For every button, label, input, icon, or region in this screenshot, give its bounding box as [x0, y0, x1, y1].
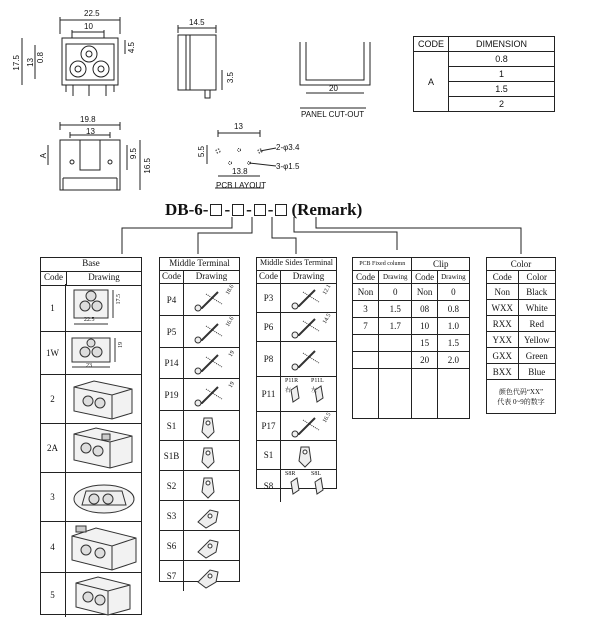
pcb-fixed-cell: 1.5: [379, 301, 412, 318]
table-row: [160, 348, 239, 379]
terminal-drawing: [184, 531, 239, 560]
code-cell-a: A: [414, 52, 449, 112]
base-dim-height: 17.5: [116, 294, 122, 305]
table-row: [487, 332, 556, 348]
terminal-code: P5: [160, 316, 184, 347]
table-row: [40, 522, 142, 573]
table-row: [160, 316, 239, 348]
clip-code-header: Code: [412, 271, 437, 284]
color-code-cell: WXX: [487, 300, 519, 316]
terminal-code: P14: [160, 348, 184, 378]
pcb-layout-label: PCB LAYOUT: [216, 181, 267, 190]
base-drawing: [66, 573, 141, 616]
table-row: [353, 301, 470, 318]
base-row-code: 4: [40, 522, 66, 572]
color-table: [486, 257, 556, 414]
dim-front-height: 17.5: [12, 55, 21, 71]
color-code-cell: Non: [487, 284, 519, 300]
clip-cell: 20: [412, 352, 437, 369]
terminal-sub-label: P11R: [285, 378, 299, 384]
dim-pcb-h55: 5.5: [197, 146, 206, 158]
table-row: [160, 379, 239, 411]
terminal-code: S1: [257, 441, 281, 469]
part-number-prefix: DB-6-: [165, 200, 209, 219]
mt-code-header: Code: [160, 271, 184, 283]
part-number-suffix: (Remark): [291, 200, 363, 219]
table-row: [487, 300, 556, 316]
table-row: [40, 573, 142, 617]
base-dim-width: 23: [86, 363, 92, 369]
dim-pcb-w138: 13.8: [232, 167, 248, 176]
terminal-sub-label: S8L: [311, 471, 322, 477]
base-row-code: 1W: [40, 332, 66, 374]
dim-top-w198: 19.8: [80, 115, 96, 124]
terminal-code: P4: [160, 284, 184, 315]
dim-top-w13: 13: [86, 127, 95, 136]
table-row: [257, 441, 336, 470]
dim-side-h35: 3.5: [226, 72, 235, 84]
color-note-line-2: 代表 0~9的数字: [497, 397, 545, 406]
dimension-header: DIMENSION: [449, 37, 555, 52]
clip-cell: 1.5: [437, 335, 469, 352]
terminal-code: P11: [257, 377, 281, 411]
terminal-sub-label: S8R: [285, 471, 296, 477]
base-dim-width: 22.5: [84, 317, 95, 323]
terminal-drawing: [281, 412, 336, 440]
clip-cell: 0: [437, 284, 469, 301]
terminal-drawing: [184, 379, 239, 410]
terminal-drawing: [281, 470, 336, 502]
base-row-code: 3: [40, 473, 66, 521]
terminal-sub-label: 左: [311, 388, 318, 394]
pcb-code-header: Code: [353, 271, 379, 284]
color-code-cell: BXX: [487, 364, 519, 380]
terminal-drawing: [184, 501, 239, 530]
table-row: [160, 531, 239, 561]
code-header: CODE: [414, 37, 449, 52]
clip-cell: Non: [412, 284, 437, 301]
base-row-code: 2A: [40, 424, 66, 472]
pcb-fixed-cell: [379, 335, 412, 352]
base-drawing: [66, 424, 141, 471]
color-code-cell: RXX: [487, 316, 519, 332]
mst-drawing-header: Drawing: [292, 271, 325, 281]
table-row: [160, 411, 239, 441]
table-row: [353, 318, 470, 335]
clip-cell: 1.0: [437, 318, 469, 335]
terminal-dim: 16.6: [224, 315, 235, 329]
dimension-value: 1.5: [449, 82, 555, 97]
terminal-dim: 16.5: [321, 411, 332, 425]
middle-terminal-title: Middle Terminal: [160, 258, 239, 271]
color-name-cell: Blue: [518, 364, 555, 380]
table-row: [353, 352, 470, 369]
clip-drawing-header: Drawing: [437, 271, 469, 284]
base-drawing: [66, 473, 141, 520]
dim-front-h45: 4.5: [127, 42, 136, 54]
table-row: [487, 348, 556, 364]
table-row: [160, 471, 239, 501]
pcb-fixed-cell: 0: [379, 284, 412, 301]
clip-cell: 2.0: [437, 352, 469, 369]
terminal-dim: 19: [227, 380, 237, 390]
pcb-fixed-cell: [379, 352, 412, 369]
terminal-drawing: [281, 441, 336, 469]
terminal-code: S6: [160, 531, 184, 560]
base-code-header: Code: [41, 272, 67, 285]
dim-front-h13: 13: [26, 58, 35, 67]
part-number-sep: -: [267, 200, 274, 219]
color-code-cell: GXX: [487, 348, 519, 364]
terminal-drawing: [281, 313, 336, 341]
table-row: [487, 316, 556, 332]
pcb-fixed-title: PCB Fixed column: [353, 258, 412, 271]
terminal-dim: 18.6: [224, 283, 235, 297]
middle-terminal-section: [159, 257, 240, 582]
pcb-clip-table: [352, 257, 470, 419]
terminal-code: P6: [257, 313, 281, 341]
part-number-sep: -: [224, 200, 231, 219]
color-name-cell: White: [518, 300, 555, 316]
base-drawing-header: Drawing: [88, 272, 120, 282]
table-row: [160, 501, 239, 531]
terminal-drawing: [184, 471, 239, 500]
table-row: [353, 335, 470, 352]
terminal-drawing: [184, 316, 239, 347]
pcb-fixed-cell: 1.7: [379, 318, 412, 335]
color-name-cell: Green: [518, 348, 555, 364]
terminal-code: P17: [257, 412, 281, 440]
clip-title: Clip: [412, 258, 470, 271]
dim-side-width: 14.5: [189, 18, 205, 27]
terminal-sub-label: P11L: [311, 378, 324, 384]
base-drawing: [66, 522, 141, 571]
base-dim-height: 19: [118, 342, 124, 348]
base-drawing: [66, 332, 142, 374]
terminal-code: S1: [160, 411, 184, 440]
table-row: [257, 313, 336, 342]
terminal-code: P8: [257, 342, 281, 376]
terminal-code: S1B: [160, 441, 184, 470]
pcb-hole-large: 2-φ3.4: [276, 143, 300, 152]
terminal-drawing: [281, 342, 336, 376]
pcb-drawing-header: Drawing: [379, 271, 412, 284]
terminal-code: S3: [160, 501, 184, 530]
color-name-cell: Red: [518, 316, 555, 332]
table-row: [40, 375, 142, 424]
color-code-cell: YXX: [487, 332, 519, 348]
pcb-fixed-cell: 3: [353, 301, 379, 318]
table-row: [160, 441, 239, 471]
clip-cell: 08: [412, 301, 437, 318]
terminal-dim: 12.1: [321, 283, 332, 297]
clip-cell: 15: [412, 335, 437, 352]
dim-top-h165: 16.5: [143, 158, 152, 174]
dim-top-h95: 9.5: [129, 148, 138, 160]
dim-front-outer-width: 22.5: [84, 9, 100, 18]
base-rows: [40, 284, 142, 617]
terminal-code: S7: [160, 561, 184, 591]
base-drawing: [66, 375, 141, 422]
color-name-cell: Yellow: [518, 332, 555, 348]
color-note-line-1: 颜色代码“XX”: [498, 387, 544, 396]
terminal-code: P19: [160, 379, 184, 410]
terminal-dim: 19: [227, 349, 237, 359]
base-row-code: 2: [40, 375, 66, 423]
dim-front-inner-width: 10: [84, 22, 93, 31]
terminal-drawing: [281, 284, 336, 312]
mst-title: Middle Sides Terminal: [257, 258, 336, 271]
pcb-fixed-cell: Non: [353, 284, 379, 301]
table-row: [257, 284, 336, 313]
panel-cutout-label: PANEL CUT-OUT: [301, 110, 365, 119]
table-row: [257, 342, 336, 377]
terminal-drawing: [281, 377, 336, 411]
table-row: [40, 424, 142, 473]
terminal-sub-label: 右: [285, 388, 292, 394]
base-row-code: 5: [40, 573, 66, 617]
dimension-value: 0.8: [449, 52, 555, 67]
dimension-value: 2: [449, 97, 555, 112]
dim-cutout-width: 20: [329, 84, 338, 93]
terminal-dim: 14.5: [321, 312, 332, 326]
terminal-drawing: [184, 561, 239, 591]
clip-cell: 10: [412, 318, 437, 335]
table-row: [40, 473, 142, 522]
mt-drawing-header: Drawing: [195, 271, 228, 281]
terminal-code: S8: [257, 470, 281, 502]
table-row: [40, 284, 142, 332]
terminal-drawing: [184, 284, 239, 315]
terminal-drawing: [184, 348, 239, 378]
clip-cell: 0.8: [437, 301, 469, 318]
dimension-value: 1: [449, 67, 555, 82]
table-row: [257, 470, 336, 502]
pcb-fixed-cell: 7: [353, 318, 379, 335]
pcb-fixed-cell: [353, 352, 379, 369]
color-code-header: Code: [487, 271, 519, 284]
table-row: [353, 284, 470, 301]
dim-pcb-w13: 13: [234, 122, 243, 131]
part-number-sep: -: [246, 200, 252, 219]
middle-sides-terminal-section: [256, 257, 337, 489]
terminal-drawing: [184, 441, 239, 470]
table-row: [257, 412, 336, 441]
part-number-connectors: [0, 0, 600, 260]
color-name-header: Color: [518, 271, 555, 284]
dim-top-a: A: [39, 153, 48, 159]
pcb-hole-small: 3-φ1.5: [276, 162, 300, 171]
table-row: [160, 284, 239, 316]
color-title: Color: [487, 258, 556, 271]
mst-code-header: Code: [257, 271, 281, 283]
table-row: [40, 332, 142, 375]
color-note: [487, 380, 556, 414]
terminal-code: P3: [257, 284, 281, 312]
base-drawing: [66, 284, 142, 331]
pcb-fixed-cell: [353, 335, 379, 352]
terminal-code: S2: [160, 471, 184, 500]
terminal-drawing: [184, 411, 239, 440]
color-name-cell: Black: [518, 284, 555, 300]
dim-front-h08: 0.8: [36, 52, 45, 64]
table-row: [257, 377, 336, 412]
base-title: Base: [41, 258, 141, 272]
base-row-code: 1: [40, 284, 66, 331]
table-row: [487, 284, 556, 300]
table-row: [487, 364, 556, 380]
table-row: [160, 561, 239, 591]
